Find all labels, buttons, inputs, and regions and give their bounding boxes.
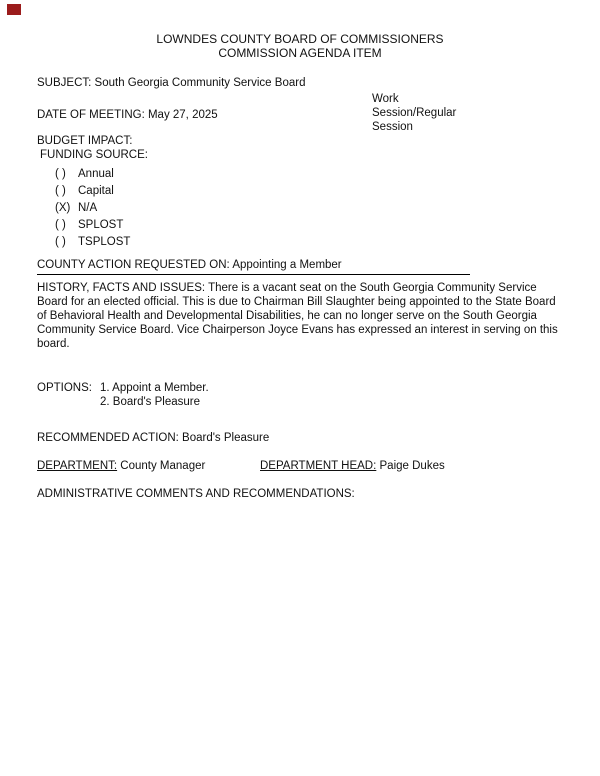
- session-note: Work Session/Regular Session: [372, 93, 457, 133]
- funding-option-na: [55, 201, 570, 215]
- department-head-value: Paige Dukes: [379, 460, 445, 472]
- funding-source-label: FUNDING SOURCE:: [40, 149, 148, 161]
- checkbox-mark: ( ): [55, 185, 66, 197]
- funding-option-splost: [55, 218, 570, 232]
- funding-option-label: N/A: [78, 202, 98, 214]
- history-text: There is a vacant seat on the South Georgia Community Service Board for an elected official. This is due to Chairman Bill Slaughter being appointed to the State Board of Behavioral Health and Developmental Disabilities, he can no longer serve on the South Georgia Community Service Board. Vice Chairperson Joyce Evans has expressed an interest in serving on this board.: [37, 282, 558, 350]
- funding-option-label: SPLOST: [78, 219, 124, 231]
- history-label: HISTORY, FACTS AND ISSUES:: [37, 282, 206, 294]
- subject-line: [37, 76, 570, 90]
- funding-option-label: Capital: [78, 185, 114, 197]
- date-of-meeting-value: May 27, 2025: [147, 109, 218, 121]
- department-head-label: DEPARTMENT HEAD:: [260, 460, 377, 472]
- funding-option-annual: [55, 167, 570, 181]
- funding-option-label: Annual: [78, 168, 114, 180]
- option-item-1: 1. Appoint a Member.: [100, 382, 209, 394]
- recommended-action-label: RECOMMENDED ACTION:: [37, 432, 179, 444]
- options-block: [37, 381, 570, 409]
- recommended-action-line: [37, 431, 570, 445]
- document-title-line2: COMMISSION AGENDA ITEM: [218, 46, 382, 60]
- admin-comments-label: ADMINISTRATIVE COMMENTS AND RECOMMENDATIONS:: [37, 488, 355, 500]
- corner-mark: [7, 4, 21, 15]
- budget-impact-label: BUDGET IMPACT:: [37, 135, 133, 147]
- county-action-value: Appointing a Member: [232, 259, 342, 271]
- option-item-2: 2. Board's Pleasure: [100, 396, 201, 408]
- department-label: DEPARTMENT:: [37, 460, 118, 472]
- department: [37, 459, 260, 473]
- options-label: OPTIONS:: [37, 382, 92, 394]
- subject-value: South Georgia Community Service Board: [94, 77, 306, 89]
- history-paragraph: [37, 281, 567, 351]
- recommended-action-value: Board's Pleasure: [182, 432, 270, 444]
- document-title-line1: LOWNDES COUNTY BOARD OF COMMISSIONERS: [156, 32, 444, 46]
- funding-option-tsplost: [55, 235, 570, 249]
- subject-label: SUBJECT:: [37, 77, 92, 89]
- department-head: [260, 459, 445, 473]
- county-action-line: [37, 258, 470, 275]
- checkbox-mark: ( ): [55, 219, 66, 231]
- funding-option-label: TSPLOST: [78, 236, 131, 248]
- checkbox-mark: (X): [55, 202, 71, 214]
- checkbox-mark: ( ): [55, 236, 66, 248]
- checkbox-mark: ( ): [55, 168, 66, 180]
- department-line: [37, 459, 570, 473]
- department-value: County Manager: [120, 460, 206, 472]
- funding-options-list: [37, 167, 570, 249]
- date-of-meeting-line: [37, 108, 570, 122]
- options-items: [100, 381, 209, 409]
- document-title: [0, 32, 600, 60]
- county-action-label: COUNTY ACTION REQUESTED ON:: [37, 259, 230, 271]
- date-of-meeting-label: DATE OF MEETING:: [37, 109, 145, 121]
- funding-option-capital: [55, 184, 570, 198]
